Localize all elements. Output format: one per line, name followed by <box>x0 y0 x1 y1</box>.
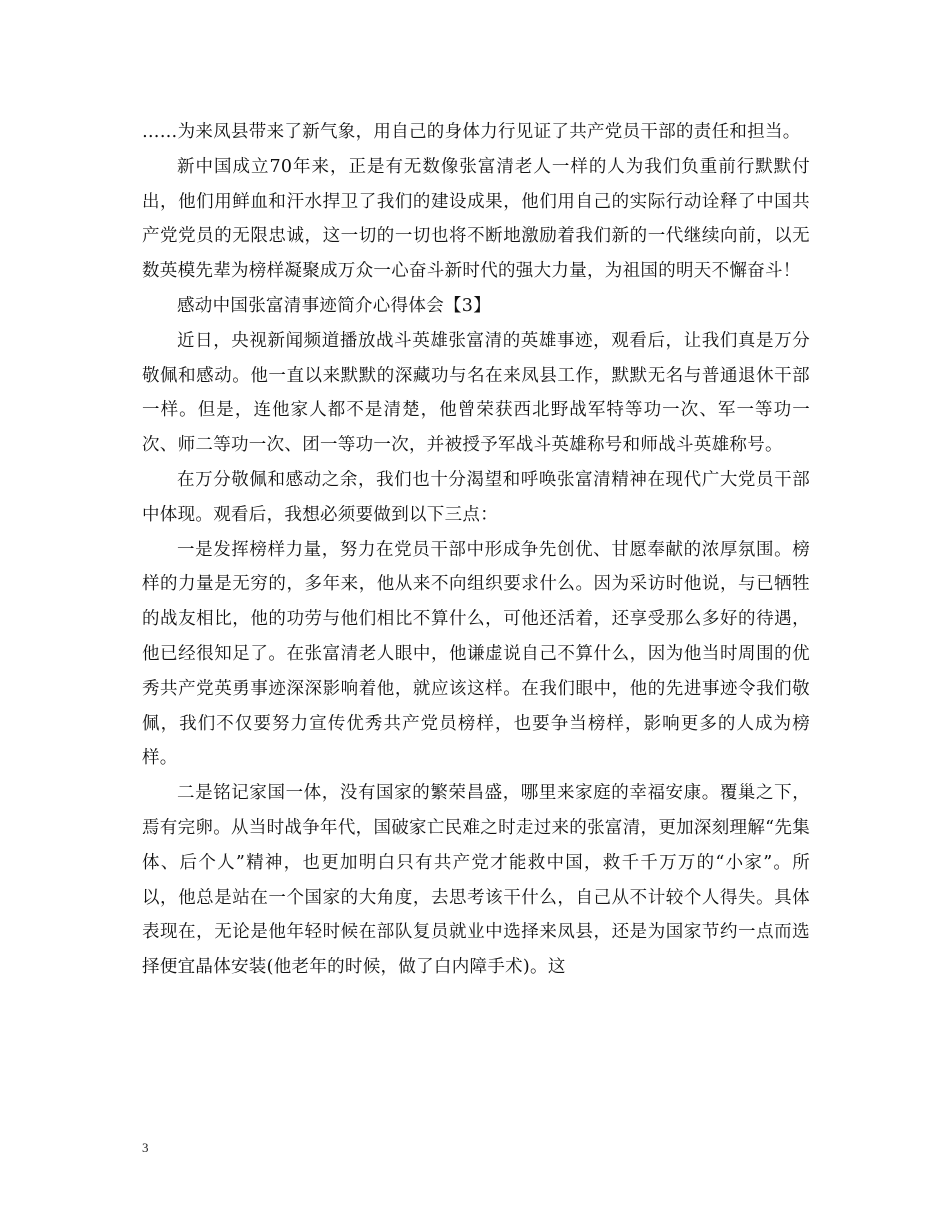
paragraph: 近日，央视新闻频道播放战斗英雄张富清的英雄事迹，观看后，让我们真是万分敬佩和感动。他一直以来默默的深藏功与名在来凤县工作，默默无名与普通退休干部一样。但是，连他家人都不是清楚，他曾荣获西北野战军特等功一次、军一等功一次、师二等功一次、团一等功一次，并被授予军战斗英雄称号和师战斗英雄称号。 <box>142 330 810 456</box>
document-body <box>142 115 810 985</box>
paragraph: 新中国成立70年来，正是有无数像张富清老人一样的人为我们负重前行默默付出，他们用鲜血和汗水捍卫了我们的建设成果，他们用自己的实际行动诠释了中国共产党党员的无限忠诚，这一切的一切也将不断地激励着我们新的一代继续向前，以无数英模先辈为榜样凝聚成万众一心奋斗新时代的强大力量，为祖国的明天不懈奋斗！ <box>142 156 810 282</box>
paragraph: 一是发挥榜样力量，努力在党员干部中形成争先创优、甘愿奉献的浓厚氛围。榜样的力量是无穷的，多年来，他从来不向组织要求什么。因为采访时他说，与已牺牲的战友相比，他的功劳与他们相比不算什么，可他还活着，还享受那么多好的待遇，他已经很知足了。在张富清老人眼中，他谦虚说自己不算什么，因为他当时周围的优秀共产党英勇事迹深深影响着他，就应该这样。在我们眼中，他的先进事迹令我们敬佩，我们不仅要努力宣传优秀共产党员榜样，也要争当榜样，影响更多的人成为榜样。 <box>142 539 810 769</box>
paragraph: 在万分敬佩和感动之余，我们也十分渴望和呼唤张富清精神在现代广大党员干部中体现。观看后，我想必须要做到以下三点： <box>142 469 810 525</box>
paragraph-continuation: ……为来凤县带来了新气象，用自己的身体力行见证了共产党员干部的责任和担当。 <box>142 122 801 142</box>
page-number: 3 <box>142 1140 149 1155</box>
paragraph: 二是铭记家国一体，没有国家的繁荣昌盛，哪里来家庭的幸福安康。覆巢之下，焉有完卵。从当时战争年代，国破家亡民难之时走过来的张富清，更加深刻理解“先集体、后个人”精神，也更加明白只有共产党才能救中国，救千千万万的“小家”。所以，他总是站在一个国家的大角度，去思考该干什么，自己从不计较个人得失。具体表现在，无论是他年轻时候在部队复员就业中选择来凤县，还是为国家节约一点而选择便宜晶体安装(他老年的时候，做了白内障手术)。这 <box>142 783 810 978</box>
section-heading: 感动中国张富清事迹简介心得体会【3】 <box>177 295 492 316</box>
